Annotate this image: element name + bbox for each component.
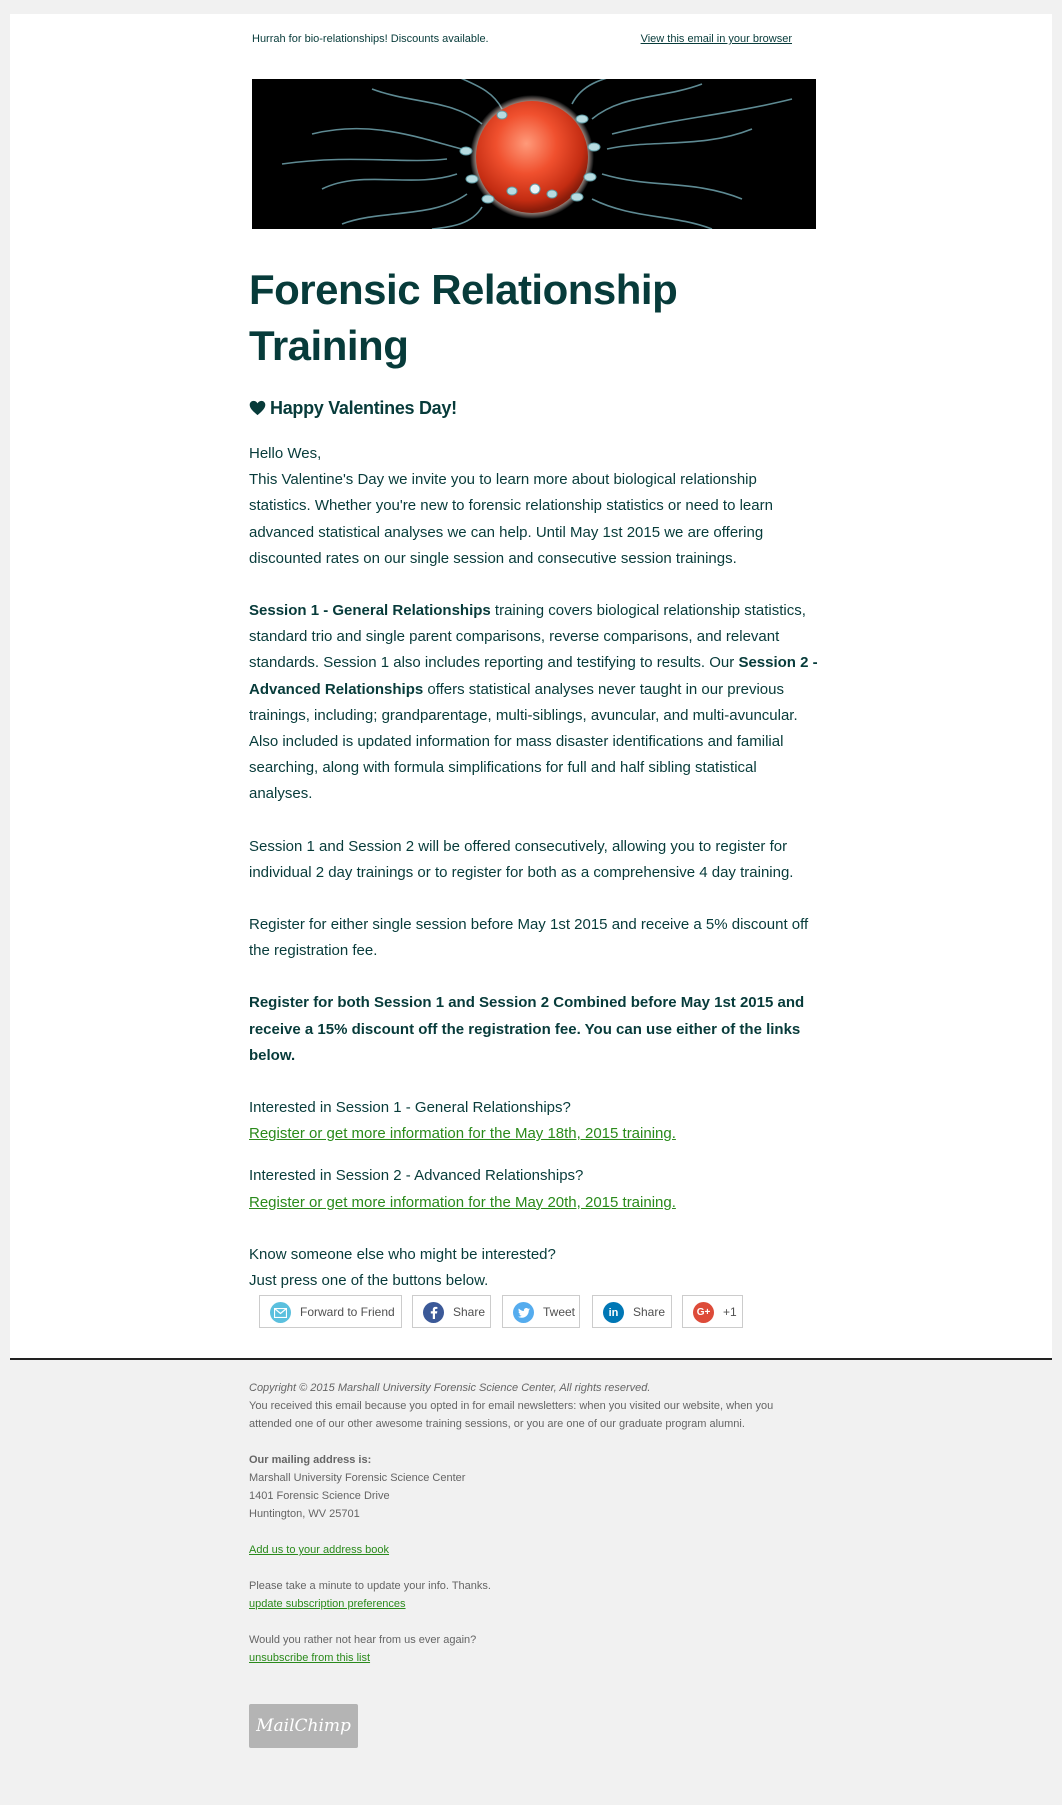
combined-discount-paragraph: Register for both Session 1 and Session 2 Combined before May 1st 2015 and receive a 15% discount off the registration fee. You can use either of the links below.	[249, 994, 805, 1064]
session1-interest: Interested in Session 1 - General Relationships?	[249, 1099, 571, 1117]
forward-to-friend-button[interactable]	[259, 1295, 402, 1328]
linkedin-share-label: Share	[633, 1305, 666, 1319]
email-footer	[249, 1379, 809, 1667]
forward-to-friend-label: Forward to Friend	[300, 1305, 395, 1319]
intro-paragraph: This Valentine's Day we invite you to learn more about biological relationship statistics. Whether you're new to forensic relationship statistics or need to learn advanced statistical analyses we can help. Until May 1st 2015 we are offering discounted rates on our single session and consecutive session trainings.	[249, 471, 773, 567]
google-plus-button[interactable]	[682, 1295, 743, 1328]
heart-icon	[249, 398, 266, 422]
footer-divider	[10, 1358, 1052, 1360]
linkedin-share-button[interactable]	[592, 1295, 672, 1328]
single-discount-paragraph: Register for either single session before May 1st 2015 and receive a 5% discount off the registration fee.	[249, 916, 809, 960]
envelope-icon	[270, 1302, 291, 1323]
view-in-browser-link[interactable]: View this email in your browser	[640, 33, 792, 45]
share-prompt-line1: Know someone else who might be interested?	[249, 1245, 556, 1263]
sessions-paragraph	[249, 598, 819, 808]
update-preferences-link[interactable]: update subscription preferences	[249, 1598, 406, 1610]
mailchimp-badge-text: MailChimp	[256, 1716, 351, 1736]
address-line-2: 1401 Forensic Science Drive	[249, 1490, 390, 1502]
linkedin-icon: in	[603, 1302, 624, 1323]
egg-and-sperm-illustration	[252, 79, 816, 229]
twitter-icon	[513, 1302, 534, 1323]
session2-description: offers statistical analyses never taught in our previous trainings, including; grandparentage, multi-siblings, avuncular, and multi-avuncular. Also included is updated information for mass disaster identifications and familial searching, along with formula simplifications for full and half sibling statistical analyses.	[249, 680, 798, 803]
greeting: Hello Wes,	[249, 445, 322, 462]
mailchimp-badge[interactable]	[249, 1704, 358, 1748]
opt-in-reason: You received this email because you opted in for email newsletters: when you visited our website, when you attended one of our other awesome training sessions, or you are one of our graduate program alumni.	[249, 1400, 774, 1430]
preheader-text: Hurrah for bio-relationships! Discounts available.	[252, 33, 489, 45]
session2-interest: Interested in Session 2 - Advanced Relationships?	[249, 1167, 584, 1185]
address-line-3: Huntington, WV 25701	[249, 1508, 360, 1520]
add-to-address-book-link[interactable]: Add us to your address book	[249, 1544, 390, 1556]
page-title: Forensic Relationship Training	[249, 266, 678, 369]
valentines-heading-text: Happy Valentines Day!	[270, 398, 457, 418]
session1-description: training covers biological relationship statistics, standard trio and single parent comparisons, reverse comparisons, and relevant standards. Session 1 also includes reporting and testifying to results. Our	[249, 602, 806, 672]
facebook-icon	[423, 1302, 444, 1323]
main-content	[249, 262, 819, 1294]
mailing-address-label: Our mailing address is:	[249, 1454, 372, 1466]
consecutive-paragraph: Session 1 and Session 2 will be offered consecutively, allowing you to register for individual 2 day trainings or to register for both as a comprehensive 4 day training.	[249, 837, 794, 881]
share-prompt-line2: Just press one of the buttons below.	[249, 1272, 489, 1290]
update-info-prompt: Please take a minute to update your info. Thanks.	[249, 1580, 491, 1592]
facebook-share-button[interactable]	[412, 1295, 491, 1328]
session2-register-link[interactable]: Register or get more information for the May 20th, 2015 training.	[249, 1193, 676, 1211]
copyright-text: Copyright © 2015 Marshall University Forensic Science Center, All rights reserved.	[249, 1382, 651, 1394]
session2-title: Session 2 - Advanced Relationships	[249, 654, 818, 698]
google-plus-icon: G+	[693, 1302, 714, 1323]
facebook-share-label: Share	[453, 1305, 486, 1319]
google-plus-label: +1	[723, 1305, 737, 1319]
unsubscribe-link[interactable]: unsubscribe from this list	[249, 1652, 371, 1664]
address-line-1: Marshall University Forensic Science Center	[249, 1472, 466, 1484]
unsubscribe-prompt: Would you rather not hear from us ever again?	[249, 1634, 477, 1646]
session1-register-link[interactable]: Register or get more information for the May 18th, 2015 training.	[249, 1125, 676, 1143]
tweet-button[interactable]	[502, 1295, 580, 1328]
tweet-label: Tweet	[543, 1305, 576, 1319]
email-body-text	[249, 441, 819, 1294]
session1-title: Session 1 - General Relationships	[249, 602, 491, 620]
valentines-heading	[249, 396, 819, 422]
hero-banner-image	[252, 79, 816, 229]
